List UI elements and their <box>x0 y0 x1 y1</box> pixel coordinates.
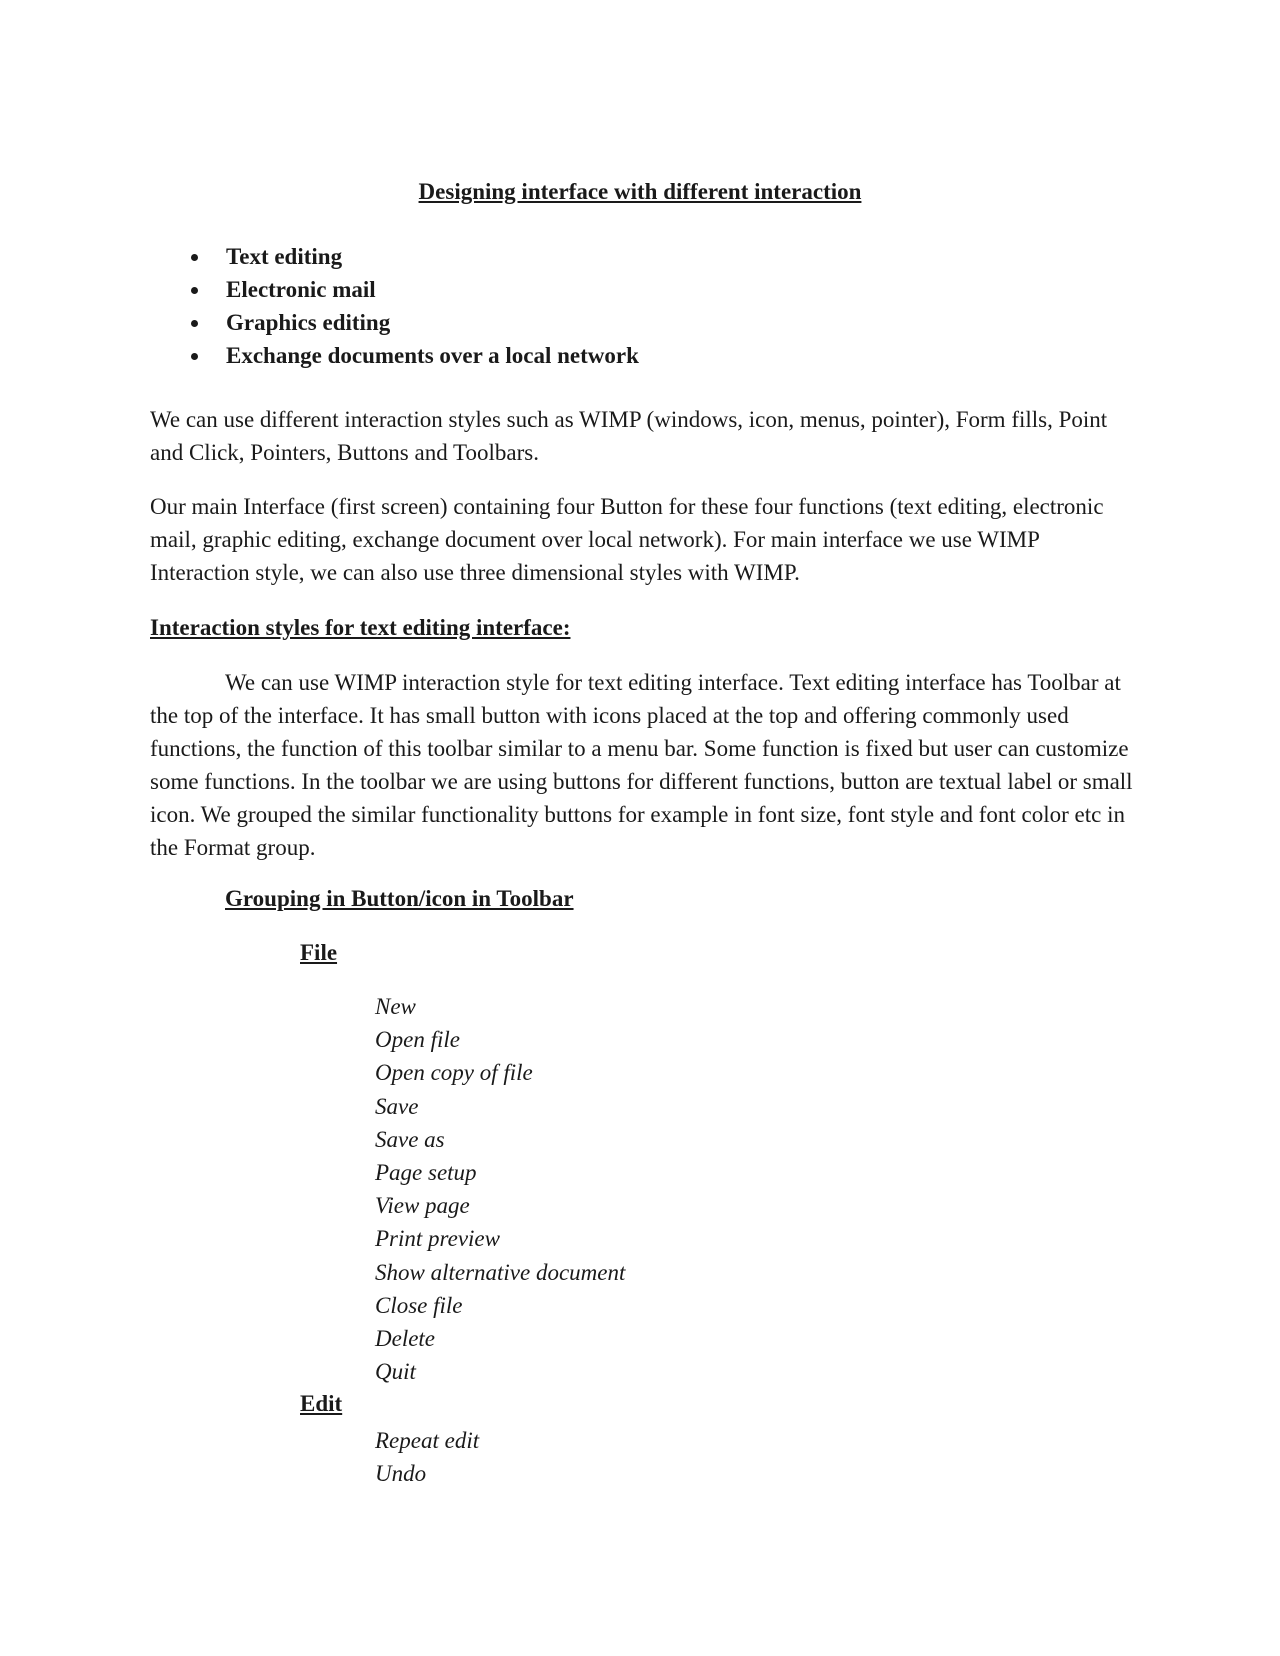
list-item: Show alternative document <box>375 1259 626 1285</box>
edit-group-label: Edit <box>300 1391 343 1416</box>
bullet-item-label: Text editing <box>226 244 343 269</box>
list-item: New <box>375 994 416 1019</box>
list-item: Repeat edit <box>375 1428 480 1453</box>
bullet-item-label: Graphics editing <box>226 310 391 335</box>
bullet-dot-icon <box>191 320 198 327</box>
section-heading: Interaction styles for text editing interface: <box>150 615 571 640</box>
bullet-item <box>185 240 639 273</box>
grouping-heading: Grouping in Button/icon in Toolbar <box>225 886 574 911</box>
edit-group-items <box>375 1424 479 1490</box>
list-item: View page <box>375 1193 470 1219</box>
list-item: Close file <box>375 1292 463 1318</box>
document-title: Designing interface with different interaction <box>418 179 862 204</box>
list-item: Undo <box>375 1461 427 1487</box>
list-item: Page setup <box>375 1160 477 1186</box>
list-item: Delete <box>375 1326 436 1352</box>
list-item: Quit <box>375 1359 416 1385</box>
list-item: Save as <box>375 1126 445 1152</box>
file-group-label: File <box>300 940 338 965</box>
text-editing-paragraph: We can use WIMP interaction style for text editing interface. Text editing interface has Toolbar at the top of the interface. It has small button with icons placed at the top and offering commonly used functions, the function of this toolbar similar to a menu bar. Some function is fixed but user can customize some functions. In the toolbar we are using buttons for different functions, button are textual label or small icon. We grouped the similar functionality buttons for example in font size, font style and font color etc in the Format group. <box>150 670 1133 860</box>
list-item: Open file <box>375 1027 460 1053</box>
function-bullet-list <box>185 240 639 372</box>
bullet-dot-icon <box>191 287 198 294</box>
list-item: Open copy of file <box>375 1060 533 1086</box>
bullet-item <box>185 339 639 372</box>
bullet-item-label: Electronic mail <box>226 277 376 302</box>
bullet-item <box>185 306 639 339</box>
list-item: Save <box>375 1093 419 1119</box>
bullet-dot-icon <box>191 254 198 261</box>
main-interface-paragraph: Our main Interface (first screen) containing four Button for these four functions (text editing, electronic mail, graphic editing, exchange document over local network). For main interface we use WIMP Interaction style, we can also use three dimensional styles with WIMP. <box>150 494 1104 585</box>
bullet-dot-icon <box>191 353 198 360</box>
bullet-item-label: Exchange documents over a local network <box>226 343 639 368</box>
file-group-items <box>375 990 625 1388</box>
interaction-styles-paragraph: We can use different interaction styles such as WIMP (windows, icon, menus, pointer), Form fills, Point and Click, Pointers, Buttons and Toolbars. <box>150 407 1108 465</box>
bullet-item <box>185 273 639 306</box>
list-item: Print preview <box>375 1226 500 1252</box>
